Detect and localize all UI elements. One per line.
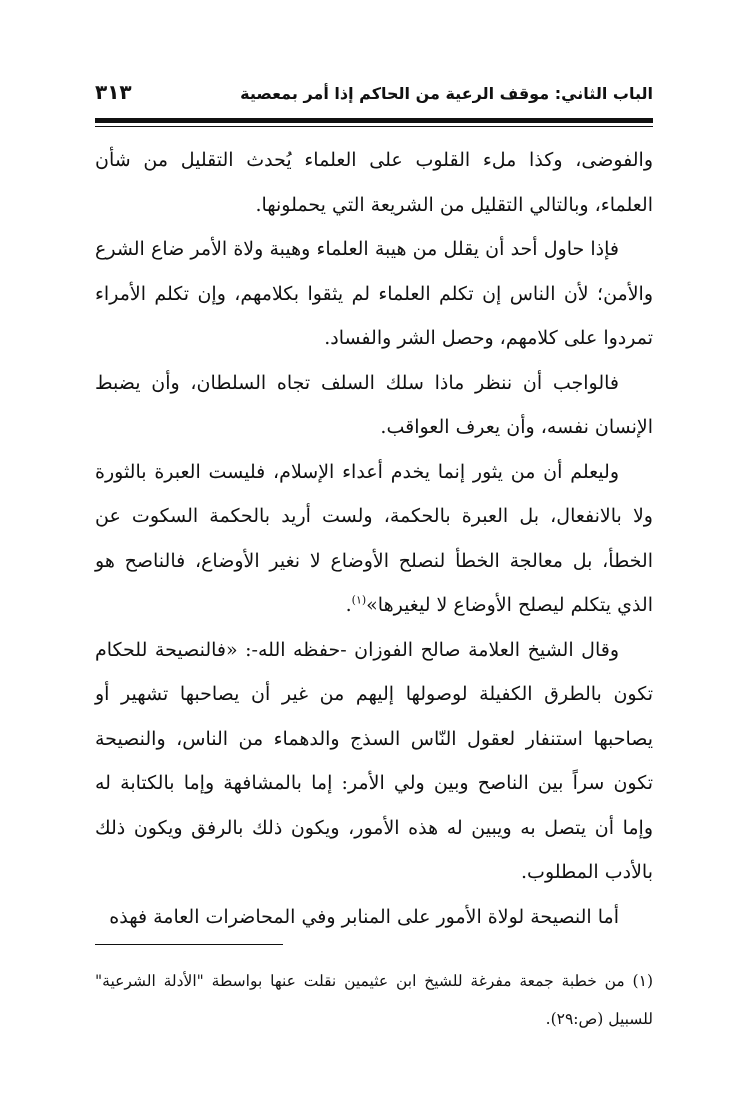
- header-rule: [95, 118, 653, 123]
- footnote-separator: [95, 944, 283, 945]
- page-number: ٣١٣: [95, 80, 132, 104]
- header-rule-thin: [95, 126, 653, 127]
- paragraph: فإذا حاول أحد أن يقلل من هيبة العلماء وهيبة ولاة الأمر ضاع الشرع والأمن؛ لأن الناس إن تكلم العلماء لم يثقوا بكلامهم، وإن تكلم الأمراء تمردوا على كلامهم، وحصل الشر والفساد.: [95, 238, 653, 349]
- paragraph-text: وليعلم أن من يثور إنما يخدم أعداء الإسلام، فليست العبرة بالثورة ولا بالانفعال، بل العبرة بالحكمة، ولست أريد بالحكمة السكوت عن الخطأ، بل معالجة الخطأ لنصلح الأوضاع لا نغير الأوضاع، فالناصح هو الذي يتكلم ليصلح الأوضاع لا ليغيرها»: [95, 460, 653, 616]
- footnote-text: (١) من خطبة جمعة مفرغة للشيخ ابن عثيمين نقلت عنها بواسطة "الأدلة الشرعية" للسبيل (ص:٢٩).: [95, 972, 653, 1028]
- paragraph: [95, 450, 653, 628]
- paragraph: والفوضى، وكذا ملء القلوب على العلماء يُحدث التقليل من شأن العلماء، وبالتالي التقليل من الشريعة التي يحملونها.: [95, 149, 653, 216]
- chapter-title: الباب الثاني: موقف الرعية من الحاكم إذا أمر بمعصية: [240, 84, 653, 103]
- paragraph: فالواجب أن ننظر ماذا سلك السلف تجاه السلطان، وأن يضبط الإنسان نفسه، وأن يعرف العواقب.: [95, 371, 653, 438]
- footnote: [95, 962, 653, 1038]
- running-header: [95, 78, 653, 118]
- paragraph-tail: .: [345, 594, 352, 616]
- paragraph: أما النصيحة لولاة الأمور على المنابر وفي المحاضرات العامة فهذه: [109, 905, 619, 928]
- paragraph: وقال الشيخ العلامة صالح الفوزان -حفظه الله-: «فالنصيحة للحكام تكون بالطرق الكفيلة لوصولها إليهم من غير أن يصاحبها تشهير أو يصاحبها استنفار لعقول النّاس السذج والدهماء من الناس، والنصيحة تكون سراً بين الناصح وبين ولي الأمر: إما بالمشافهة وإما بالكتابة له وإما أن يتصل به ويبين له هذه الأمور، ويكون ذلك بالرفق ويكون ذلك بالأدب المطلوب.: [95, 638, 653, 883]
- footnote-marker: (١): [351, 593, 367, 607]
- body-text: [95, 138, 653, 939]
